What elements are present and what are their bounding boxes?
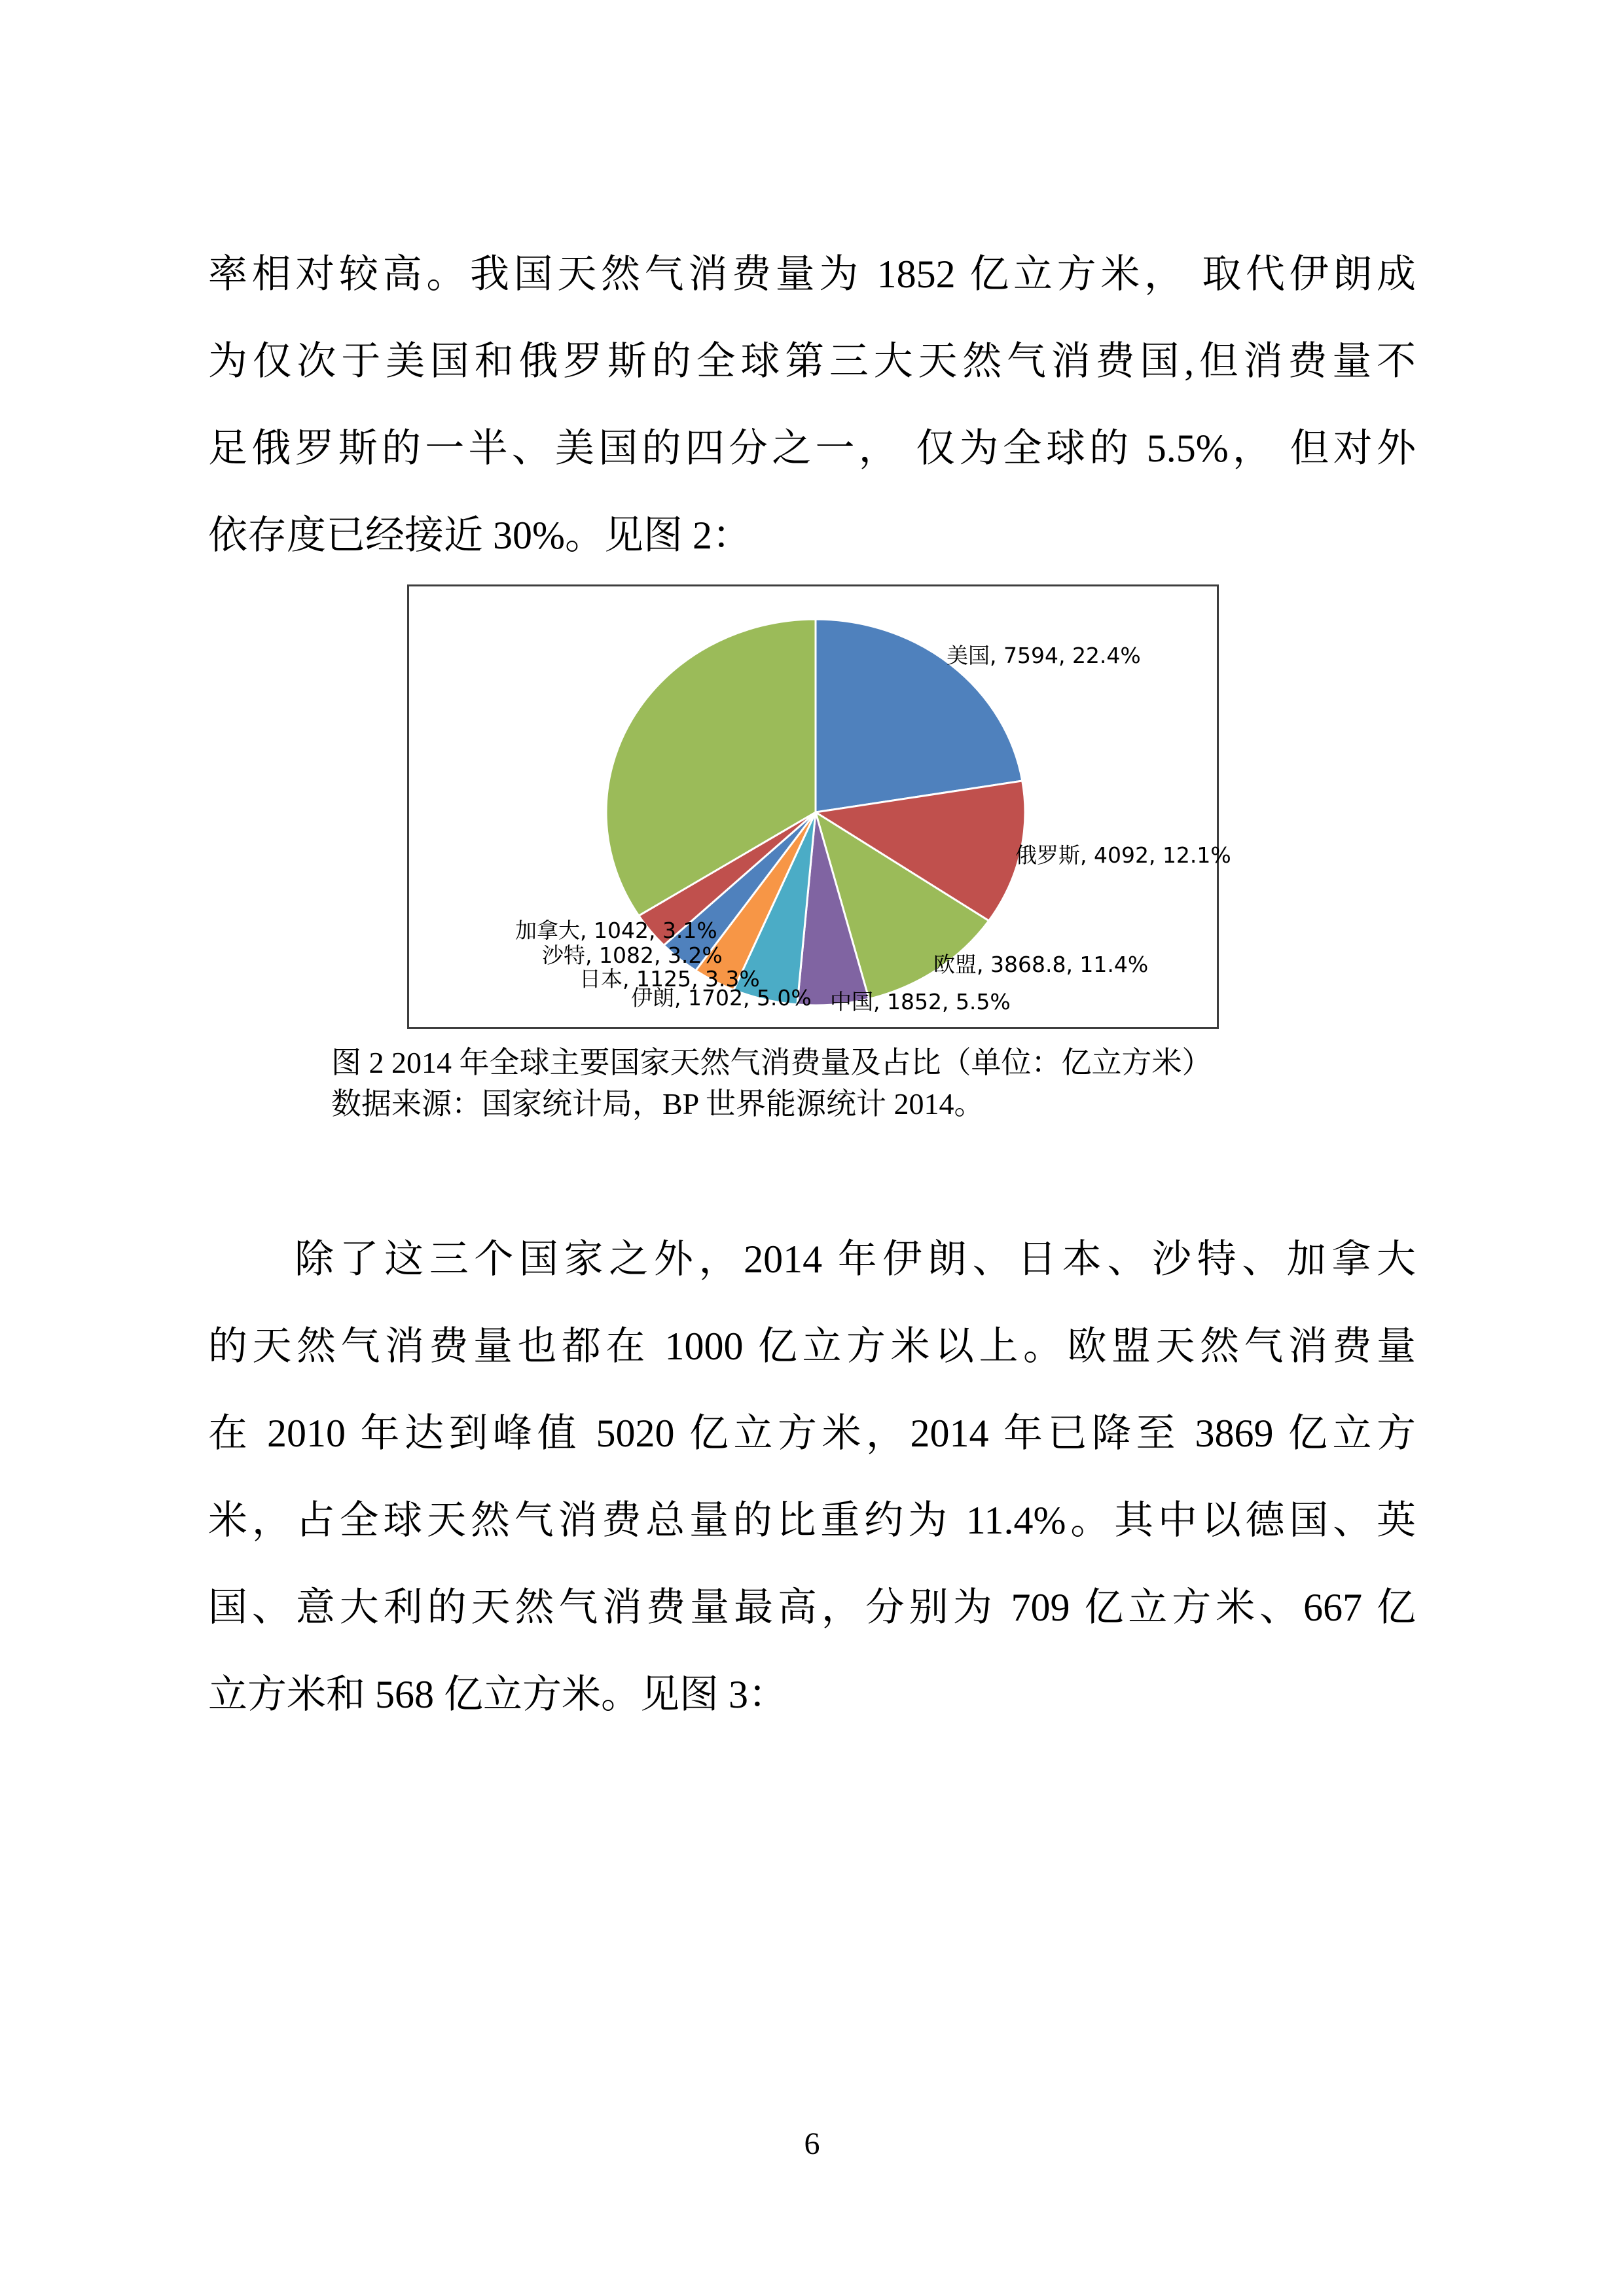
paragraph-2 [208, 1216, 1416, 1738]
figure-2-caption [331, 1042, 1379, 1124]
paragraph-2-line-3: 在 2010 年达到峰值 5020 亿立方米，2014 年已降至 3869 亿立方 [208, 1412, 1416, 1455]
paragraph-1-line-3: 足俄罗斯的一半、美国的四分之一， 仅为全球的 5.5%， 但对外 [208, 427, 1416, 470]
paragraph-1-line-4: 依存度已经接近 30%。见图 2： [208, 514, 751, 557]
paragraph-2-line-1: 除了这三个国家之外，2014 年伊朗、日本、沙特、加拿大 [295, 1238, 1416, 1281]
paragraph-2-line-5: 国、意大利的天然气消费量最高，分别为 709 亿立方米、667 亿 [208, 1586, 1416, 1629]
page-number: 6 [804, 2126, 820, 2161]
pie-label-russia: 俄罗斯, 4092, 12.1% [1015, 842, 1231, 868]
paragraph-1-line-2: 为仅次于美国和俄罗斯的全球第三大天然气消费国,但消费量不 [208, 340, 1416, 383]
pie-label-china: 中国, 1852, 5.5% [830, 989, 1011, 1014]
paragraph-1 [208, 231, 1416, 579]
pie-label-eu: 欧盟, 3868.8, 11.4% [933, 952, 1149, 977]
pie-label-saudi: 沙特, 1082, 3.2% [542, 942, 723, 968]
pie-label-canada: 加拿大, 1042, 3.1% [515, 918, 717, 943]
figure-2-caption-source: 数据来源：国家统计局，BP 世界能源统计 2014。 [331, 1087, 984, 1121]
paragraph-2-line-6: 立方米和 568 亿立方米。见图 3： [208, 1673, 787, 1716]
figure-2-caption-title: 图 2 2014 年全球主要国家天然气消费量及占比（单位：亿立方米） [331, 1046, 1212, 1079]
pie-label-japan: 日本, 1125, 3.3% [579, 966, 760, 992]
paragraph-2-line-2: 的天然气消费量也都在 1000 亿立方米以上。欧盟天然气消费量 [208, 1325, 1416, 1368]
pie-label-iran: 伊朗, 1702, 5.0% [631, 985, 812, 1011]
figure-2-pie-chart-frame [407, 584, 1231, 1029]
paragraph-2-line-4: 米，占全球天然气消费总量的比重约为 11.4%。其中以德国、英 [208, 1499, 1416, 1542]
paragraph-1-line-1: 率相对较高。我国天然气消费量为 1852 亿立方米， 取代伊朗成 [208, 253, 1416, 296]
pie-label-usa: 美国, 7594, 22.4% [947, 643, 1141, 668]
